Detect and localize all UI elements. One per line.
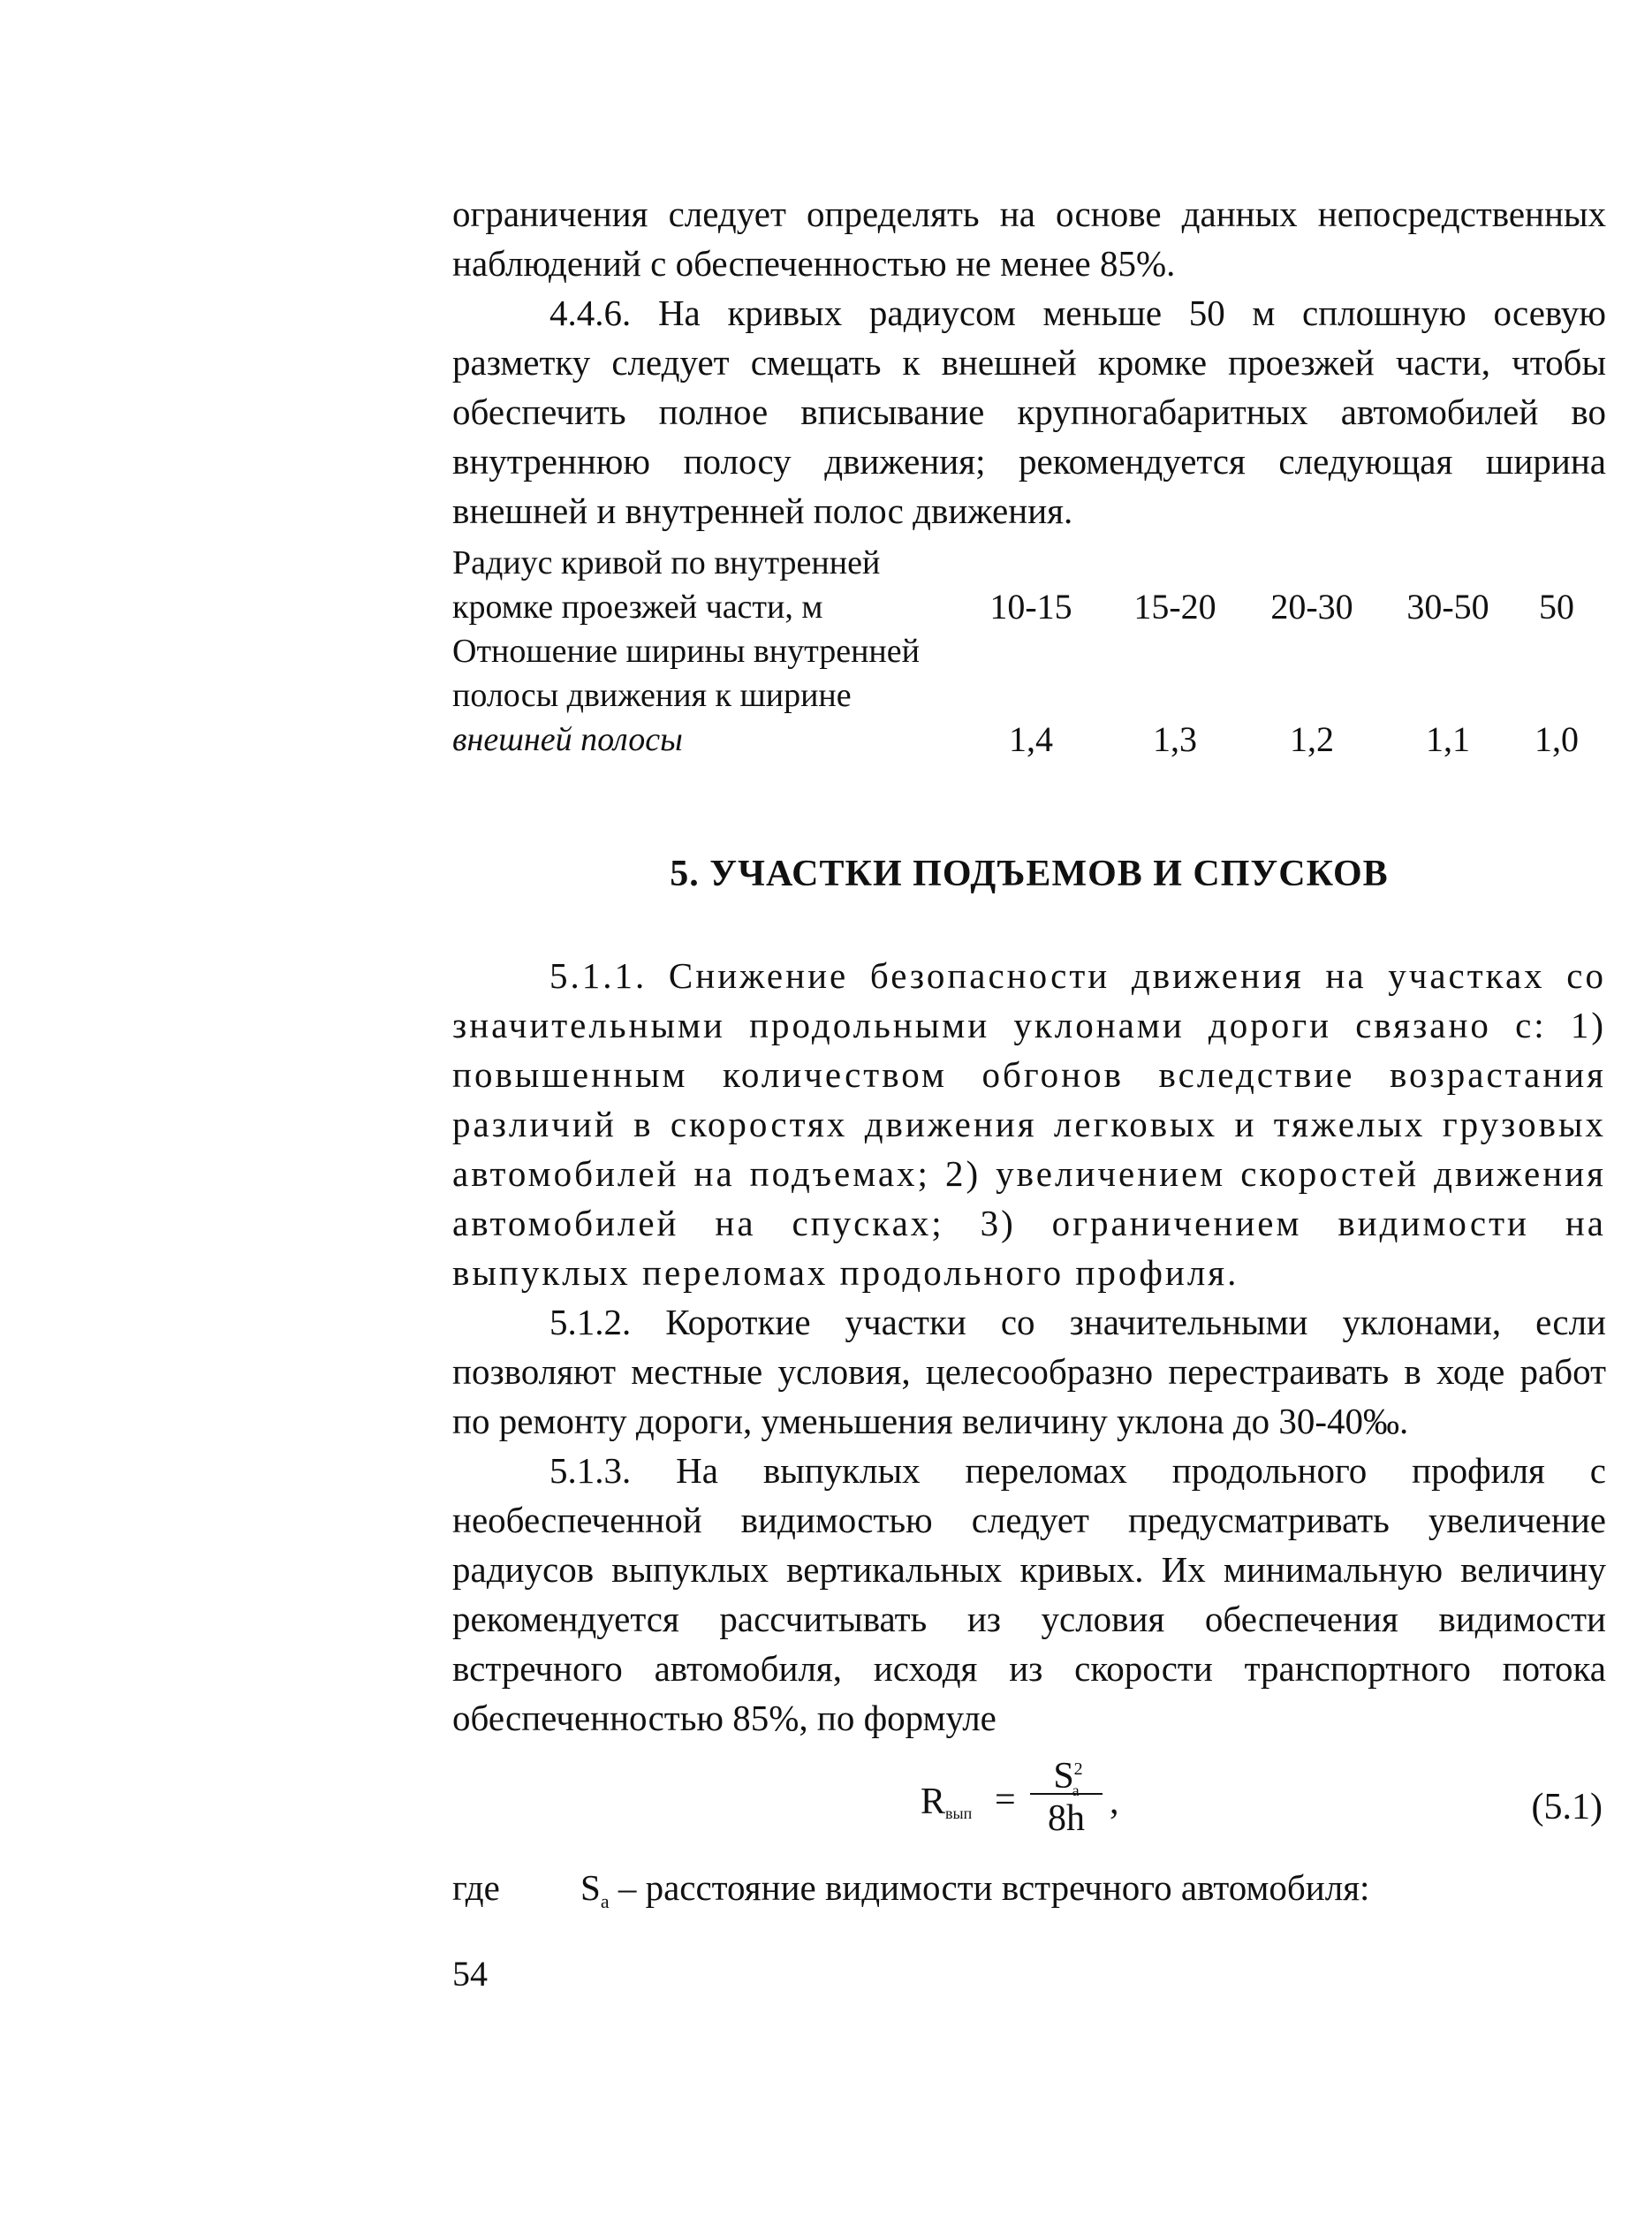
paragraph-5-1-2: 5.1.2. Короткие участки со значительными уклонами, если позволяют местные условия, целесообразно перестраивать в ходе работ по ремонту дороги, уменьшения величину уклона до 30-40‰. <box>452 1302 1606 1441</box>
formula-5-1 <box>452 1745 1606 1851</box>
lane-width-table <box>452 541 1606 762</box>
table-cell: 1,1 <box>1426 719 1470 759</box>
paragraph-continuation: ограничения следует определять на основе данных непосредственных наблюдений с обеспеченностью не менее 85%. <box>452 194 1606 284</box>
table-cell: 20-30 <box>1270 587 1353 627</box>
formula-numerator: $S^2_а$ <box>1053 1756 1083 1800</box>
formula-denominator: 8h <box>1048 1798 1085 1839</box>
paragraph-5-1-1: 5.1.1. Снижение безопасности движения на участках со значительными продольными уклонами дороги связано с: 1) повышенным количеством обгонов вследствие возрастания различий в скоростях движения легковых и тяжелых грузовых автомобилей на подъемах; 2) увеличением скоростей движения автомобилей на спусках; 3) ограничением видимости на выпуклых переломах продольного профиля. <box>452 955 1606 1293</box>
section-5-text <box>452 951 1606 1743</box>
section-heading: 5. УЧАСТКИ ПОДЪЕМОВ И СПУСКОВ <box>670 854 1389 894</box>
table-cell: 15-20 <box>1133 587 1216 627</box>
formula-number: (5.1) <box>1531 1787 1603 1827</box>
row-label-radius: Радиус кривой по внутренней кромке проезжей части, м <box>452 544 881 626</box>
table-cell: 1,0 <box>1535 719 1579 759</box>
formula-fraction <box>1027 1745 1106 1842</box>
table-cell: 1,2 <box>1290 719 1334 759</box>
formula-lhs: $R_{вып}$ <box>921 1782 973 1822</box>
table-cell: 1,4 <box>1009 719 1053 759</box>
formula-comma: , <box>1110 1782 1119 1822</box>
where-definition: $S_а$ – расстояние видимости встречного автомобиля: <box>580 1867 1370 1913</box>
formula-equals: = <box>995 1780 1016 1820</box>
paragraph-4-4-6: 4.4.6. На кривых радиусом меньше 50 м сплошную осевую разметку следует смещать к внешней кромке проезжей части, чтобы обеспечить полное вписывание крупногабаритных автомобилей во внутреннюю полосу движения; рекомендуется следующая ширина внешней и внутренней полос движения. <box>452 292 1606 531</box>
paragraph-5-1-3: 5.1.3. На выпуклых переломах продольного профиля с необеспеченной видимостью следует предусматривать увеличение радиусов выпуклых вертикальных кривых. Их минимальную величину рекомендуется рассчитывать из условия обеспечения видимости встречного автомобиля, исходя из скорости транспортного потока обеспеченностью 85%, по формуле <box>452 1450 1606 1738</box>
table-cell: 50 <box>1539 587 1574 627</box>
table-row-ratio <box>452 629 1606 762</box>
table-cell: 1,3 <box>1153 719 1197 759</box>
where-word: где <box>452 1867 500 1908</box>
table-cell: 30-50 <box>1406 587 1489 627</box>
table-row-radius <box>452 541 1606 629</box>
table-cell: 10-15 <box>989 587 1072 627</box>
page-number: 54 <box>452 1954 488 1994</box>
row-label-ratio: Отношение ширины внутренней полосы движения к ширине внешней полосы <box>452 633 920 758</box>
intro-text <box>452 189 1606 536</box>
